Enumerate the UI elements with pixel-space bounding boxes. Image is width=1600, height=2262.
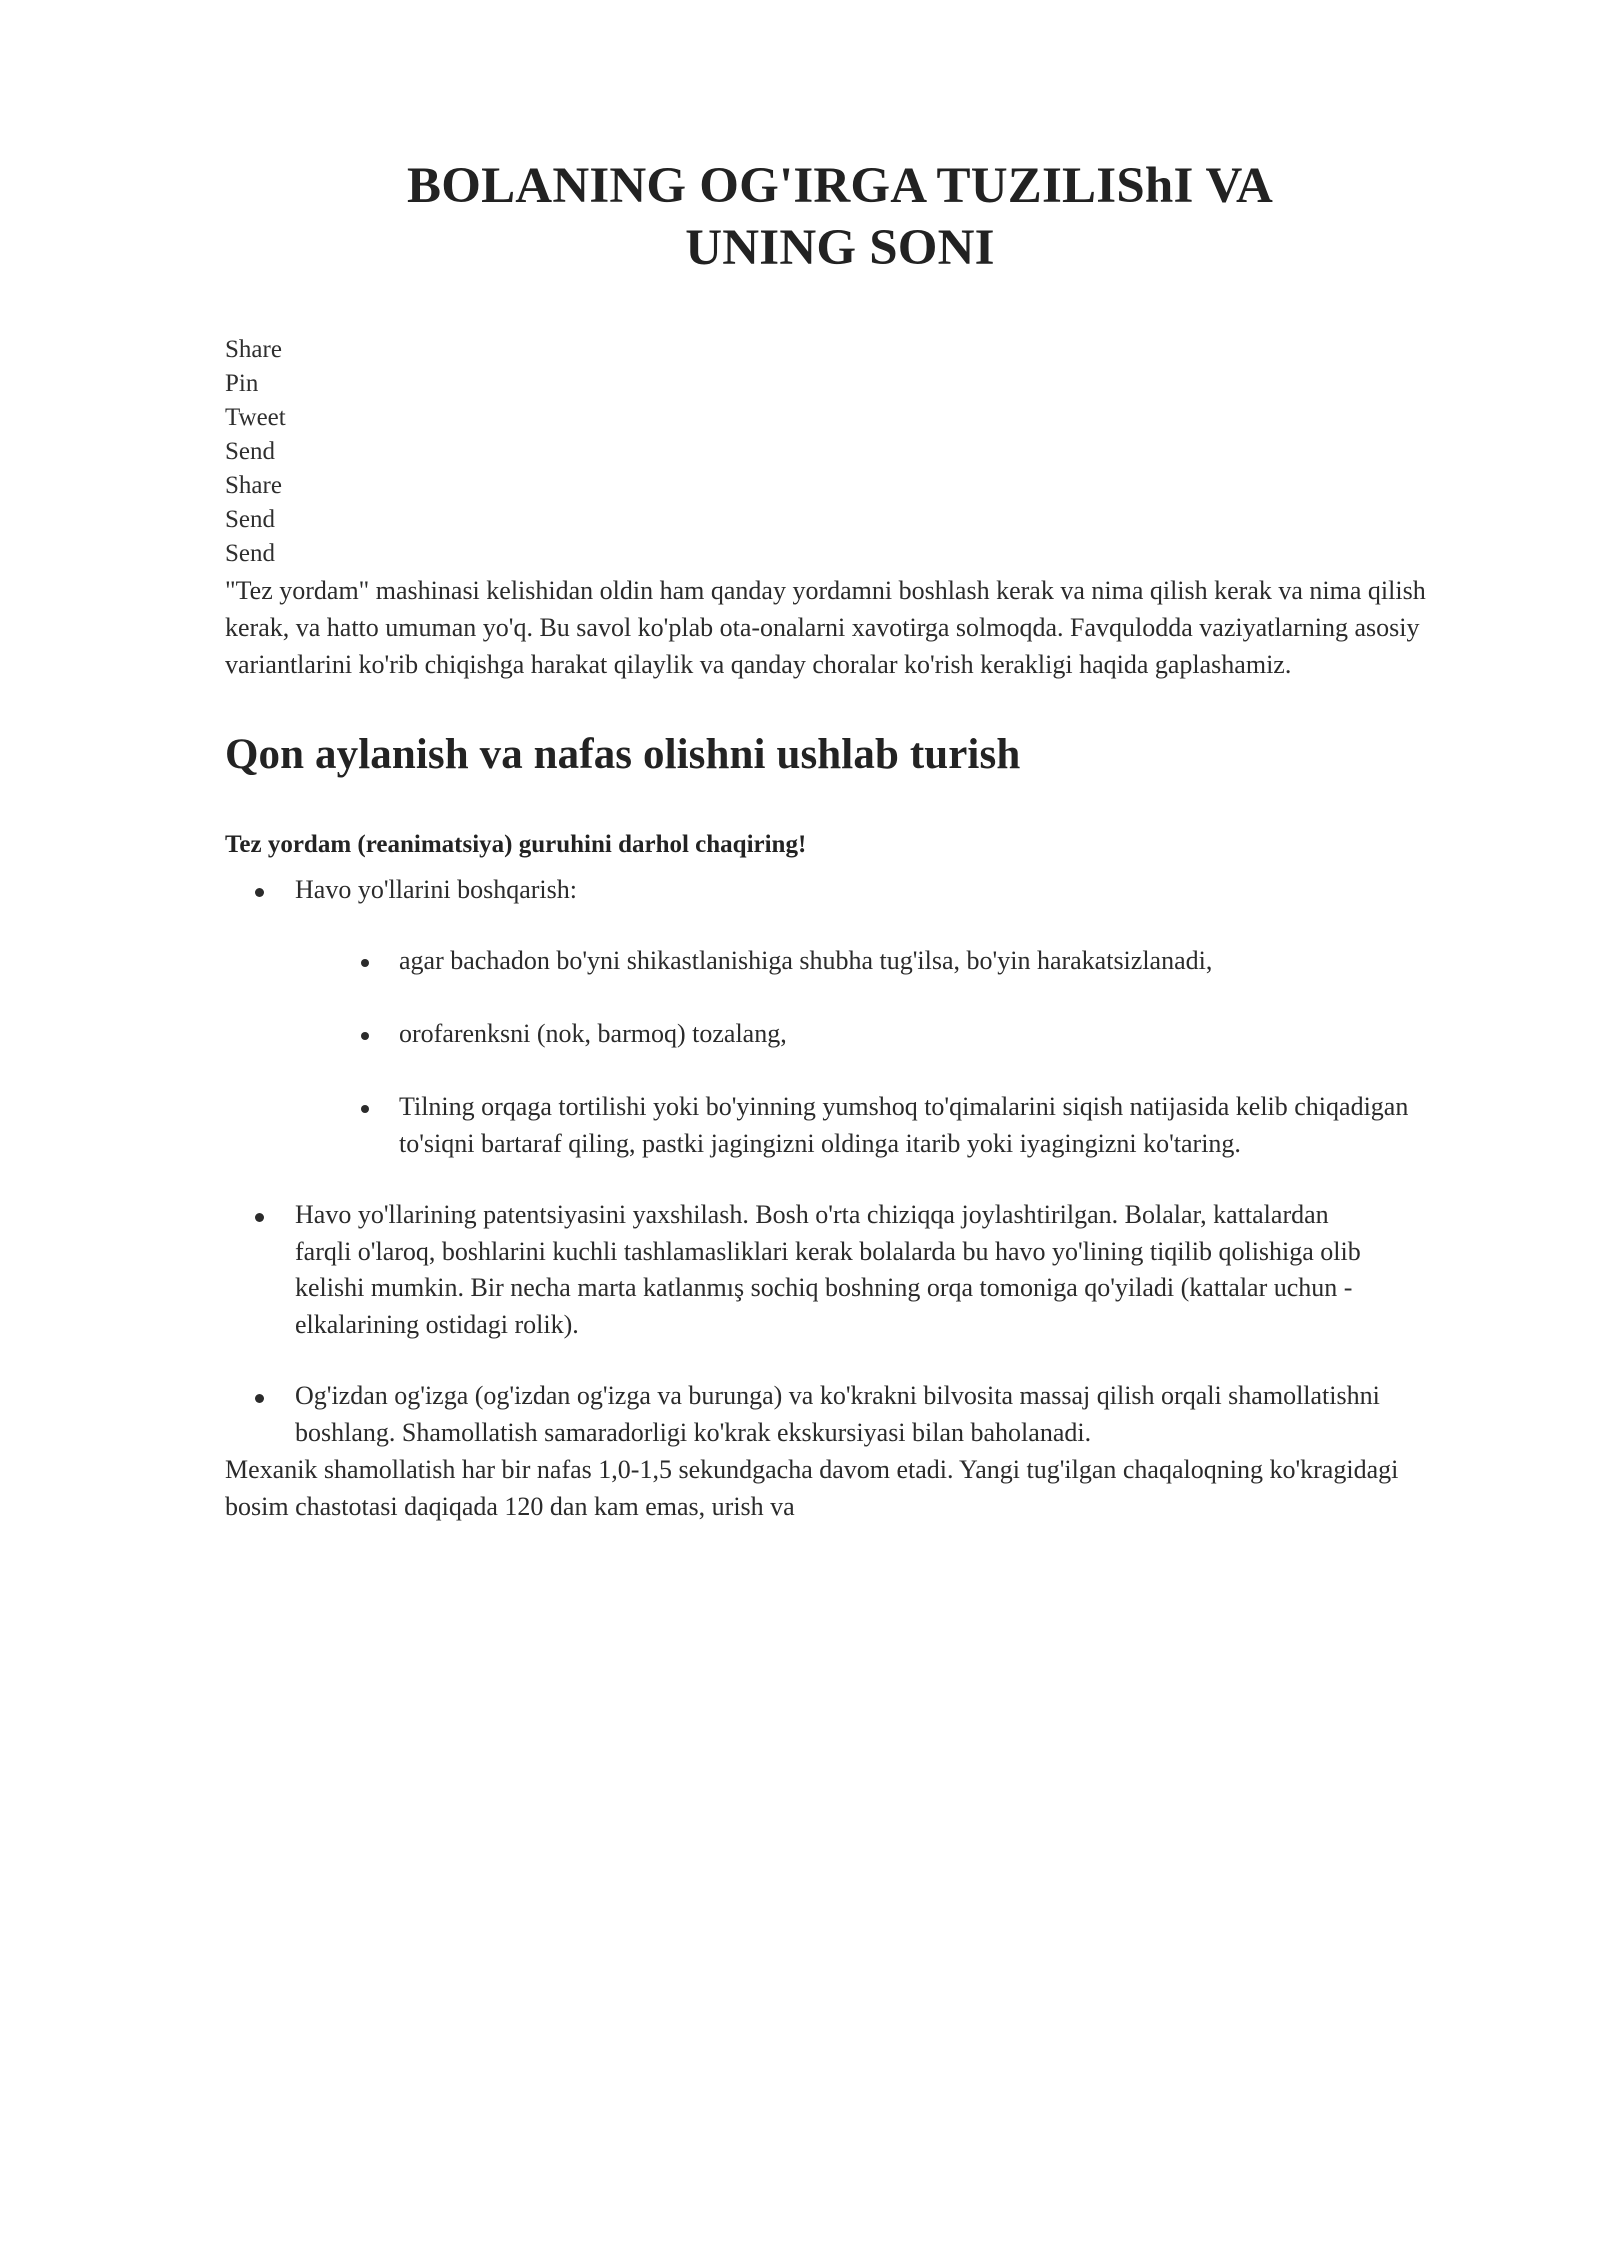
list-item bbox=[341, 943, 1431, 980]
share-link-send-3[interactable]: Send bbox=[225, 540, 275, 568]
bold-lead-paragraph: Tez yordam (reanimatsiya) guruhini darhol chaqiring! bbox=[225, 831, 807, 859]
share-link-tweet[interactable]: Tweet bbox=[225, 404, 286, 432]
list-item-text: Tilning orqaga tortilishi yoki bo'yinning yumshoq to'qimalarini siqish natijasida kelib chiqadigan to'siqni bartaraf qiling, pastki jagingizni oldinga itarib yoki iyagingizni ko'taring. bbox=[399, 1091, 1409, 1158]
list-item bbox=[225, 1378, 1385, 1452]
share-link-send-2[interactable]: Send bbox=[225, 506, 275, 534]
closing-paragraph: Mexanik shamollatish har bir nafas 1,0-1,5 sekundgacha davom etadi. Yangi tug'ilgan chaqaloqning ko'kragidagi bosim chastotasi daqiqada 120 dan kam emas, urish va bbox=[225, 1455, 1399, 1521]
list-item-text: orofarenksni (nok, barmoq) tozalang, bbox=[399, 1018, 787, 1048]
list-item-text: agar bachadon bo'yni shikastlanishiga shubha tug'ilsa, bo'yin harakatsizlanadi, bbox=[399, 945, 1213, 975]
nested-list-wrapper bbox=[295, 943, 1409, 1163]
list-item-text: Havo yo'llarini boshqarish: bbox=[295, 875, 577, 905]
page-title-line-2: UNING SONI bbox=[685, 220, 995, 277]
document-content-column bbox=[225, 0, 1455, 1526]
share-link-send-1[interactable]: Send bbox=[225, 438, 275, 466]
list-item-text: Og'izdan og'izga (og'izdan og'izga va burunga) va ko'krakni bilvosita massaj qilish orqali shamollatishni boshlang. Shamollatish samaradorligi ko'krak ekskursiyasi bilan baholanadi. bbox=[295, 1381, 1380, 1448]
share-bar bbox=[225, 335, 1455, 573]
primary-bullet-list bbox=[225, 872, 1455, 1452]
section-heading: Qon aylanish va nafas olishni ushlab turish bbox=[225, 731, 1021, 779]
intro-paragraph: "Tez yordam" mashinasi kelishidan oldin ham qanday yordamni boshlash kerak va nima qilish kerak va nima qilish kerak, va hatto umuman yo'q. Bu savol ko'plab ota-onalarni xavotirga solmoqda. Favqulodda vaziyatlarning asosiy variantlarini ko'rib chiqishga harakat qilaylik va qanday choralar ko'rish kerakligi haqida gaplashamiz. bbox=[225, 576, 1426, 680]
share-link-pin[interactable]: Pin bbox=[225, 370, 259, 398]
share-link-share-2[interactable]: Share bbox=[225, 472, 282, 500]
list-item bbox=[341, 1016, 1431, 1053]
list-item bbox=[225, 872, 1409, 1163]
secondary-bullet-list bbox=[341, 943, 1409, 1163]
page-title bbox=[225, 0, 1455, 279]
list-item bbox=[341, 1089, 1431, 1163]
list-item bbox=[225, 1197, 1385, 1345]
page-title-line-1: BOLANING OG'IRGA TUZILIShI VA bbox=[406, 158, 1274, 214]
list-item-text: Havo yo'llarining patentsiyasini yaxshilash. Bosh o'rta chiziqqa joylashtirilgan. Bolalar, kattalardan farqli o'laroq, boshlarini kuchli tashlamasliklari kerak bolalarda bu havo yo'lining tiqilib qolishiga olib kelishi mumkin. Bir necha marta katlanmış sochiq boshning orqa tomoniga qo'yiladi (kattalar uchun - elkalarining ostidagi rolik). bbox=[295, 1199, 1361, 1340]
share-link-share-1[interactable]: Share bbox=[225, 336, 282, 364]
